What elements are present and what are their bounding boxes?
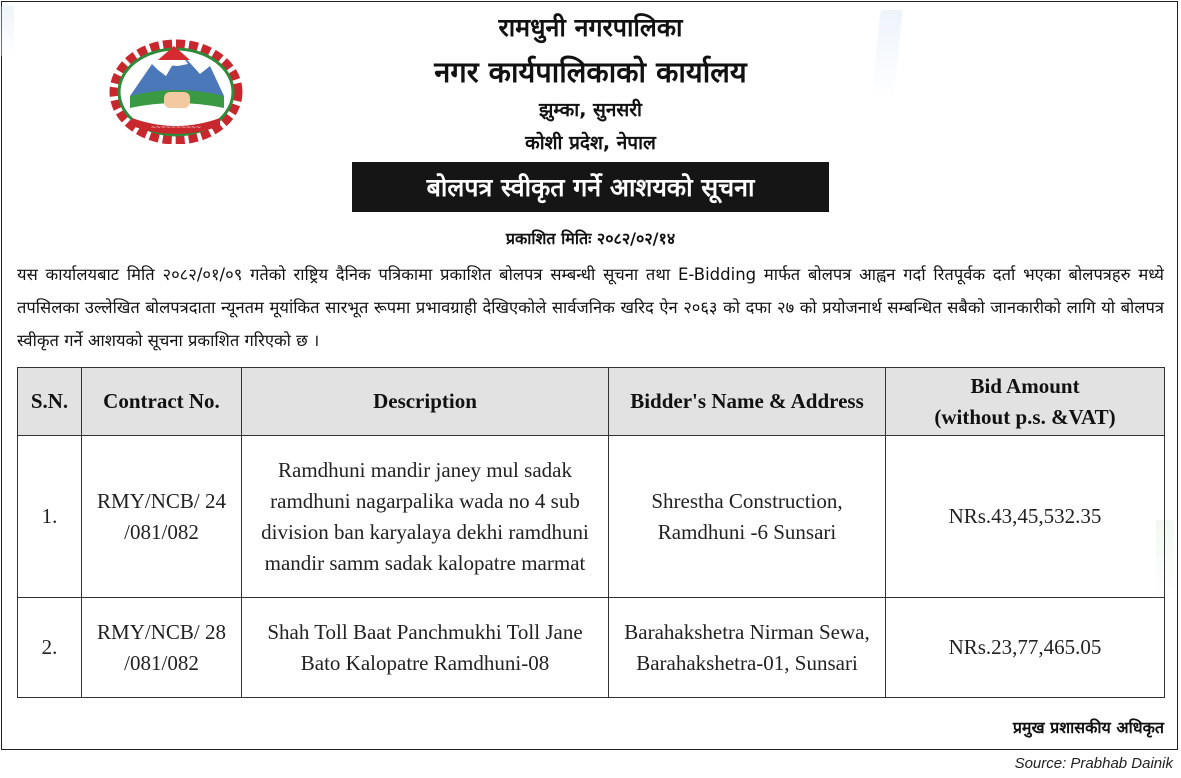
col-header-bidder: Bidder's Name & Address <box>609 368 886 436</box>
signatory-title: प्रमुख प्रशासकीय अधिकृत <box>1012 718 1164 737</box>
table-row <box>18 436 1165 598</box>
cell-amount: NRs.43,45,532.35 <box>886 436 1165 598</box>
col-header-sn: S.N. <box>18 368 82 436</box>
office-location: झुम्का, सुनसरी <box>539 99 642 121</box>
office-province: कोशी प्रदेश, नेपाल <box>525 132 656 154</box>
source-credit: Source: Prabhab Dainik <box>1014 755 1173 772</box>
svg-text:~~~~~~~~~~: ~~~~~~~~~~ <box>150 124 202 131</box>
col-header-amount <box>886 368 1165 436</box>
notice-paragraph: यस कार्यालयबाट मिति २०८२/०१/०९ गतेको राष्ट्रिय दैनिक पत्रिकामा प्रकाशित बोलपत्र सम्बन्धी सूचना तथा E-Bidding मार्फत बोलपत्र आह्वन गर्दा रितपूर्वक दर्ता भएका बोलपत्रहरु मध्ये तपसिलका उल्लेखित बोलपत्रदाता न्यूनतम मूयांकित सारभूत रूपमा प्रभावग्राही देखिएकोले सार्वजनिक खरिद ऐन २०६३ को दफा २७ को प्रयोजनार्थ सम्बन्धित सबैको जानकारीको लागि यो बोलपत्र स्वीकृत गर्ने आशयको सूचना प्रकाशित गरिएको छ । <box>17 265 1164 350</box>
cell-sn: 2. <box>18 598 82 698</box>
cell-bidder: Barahakshetra Nirman Sewa, Barahakshetra-01, Sunsari <box>609 598 886 698</box>
col-header-contract: Contract No. <box>82 368 242 436</box>
bid-table <box>17 367 1165 698</box>
cell-bidder: Shrestha Construction, Ramdhuni -6 Sunsari <box>609 436 886 598</box>
cell-amount: NRs.23,77,465.05 <box>886 598 1165 698</box>
cell-contract: RMY/NCB/ 24 /081/082 <box>82 436 242 598</box>
published-date: प्रकाशित मितिः २०८२/०२/१४ <box>505 229 676 248</box>
cell-description: Shah Toll Baat Panchmukhi Toll Jane Bato Kalopatre Ramdhuni-08 <box>242 598 609 698</box>
table-header-row <box>18 368 1165 436</box>
cell-sn: 1. <box>18 436 82 598</box>
col-header-description: Description <box>242 368 609 436</box>
amount-header-line2: (without p.s. &VAT) <box>934 404 1116 429</box>
municipality-name: रामधुनी नगरपालिका <box>498 13 683 42</box>
cell-contract: RMY/NCB/ 28 /081/082 <box>82 598 242 698</box>
office-name: नगर कार्यपालिकाको कार्यालय <box>434 55 747 89</box>
amount-header-line1: Bid Amount <box>970 373 1080 398</box>
cell-description: Ramdhuni mandir janey mul sadak ramdhuni nagarpalika wada no 4 sub division ban karyalaya dekhi ramdhuni mandir samm sadak kalopatre marmat <box>242 436 609 598</box>
notice-title: बोलपत्र स्वीकृत गर्ने आशयको सूचना <box>352 162 829 212</box>
table-row <box>18 598 1165 698</box>
